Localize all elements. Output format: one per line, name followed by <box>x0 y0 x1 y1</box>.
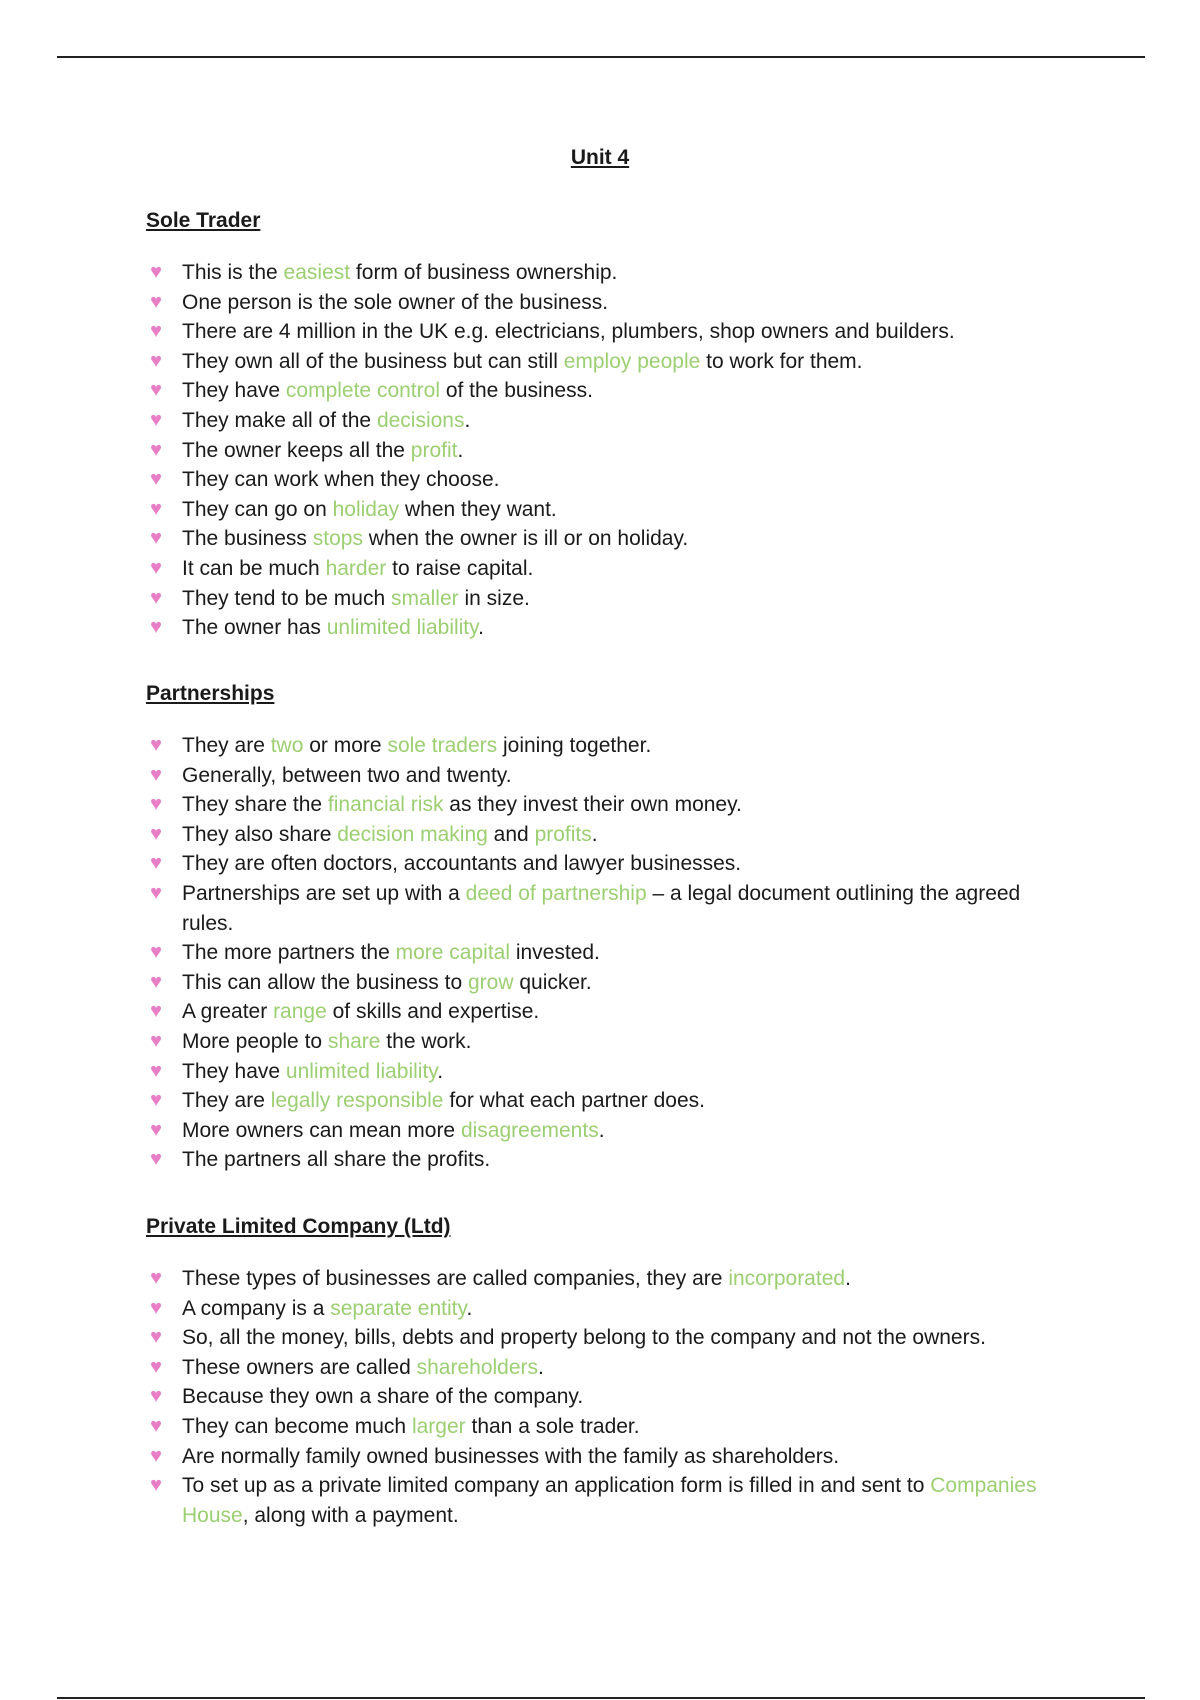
heart-icon: ♥ <box>150 970 162 993</box>
section-private-limited-company <box>146 1214 1066 1530</box>
list-item <box>146 938 1066 968</box>
list-item-text: So, all the money, bills, debts and property belong to the company and not the owners. <box>182 1326 986 1350</box>
highlighted-term: profits <box>534 822 592 846</box>
list-item-text: . <box>845 1267 851 1290</box>
list-item-text: They can become much <box>182 1414 412 1438</box>
list-item <box>146 1057 1066 1087</box>
heart-icon: ♥ <box>150 1148 162 1171</box>
list-item-text: They have <box>182 379 286 403</box>
list-item <box>146 288 1066 318</box>
heart-icon: ♥ <box>150 1355 162 1378</box>
heart-icon: ♥ <box>150 438 162 461</box>
list-item-text: form of business ownership. <box>350 261 618 284</box>
highlighted-term: two <box>270 734 304 757</box>
heart-icon: ♥ <box>150 941 162 964</box>
list-item-text: These types of businesses are called companies, they are <box>182 1267 729 1290</box>
highlighted-term: unlimited liability <box>285 1059 438 1083</box>
list-item-text: . <box>437 1059 444 1083</box>
heart-icon: ♥ <box>150 734 162 756</box>
highlighted-term: share <box>327 1029 381 1053</box>
heart-icon: ♥ <box>150 1414 162 1437</box>
heart-icon: ♥ <box>150 290 162 313</box>
list-item <box>146 1027 1066 1057</box>
list-item-text: Generally, between two and twenty. <box>182 763 512 787</box>
heart-icon: ♥ <box>150 822 162 845</box>
heart-icon: ♥ <box>150 1118 162 1141</box>
list-item-text: Partnerships are set up with a <box>182 881 466 905</box>
heart-icon: ♥ <box>150 320 162 343</box>
list-item <box>146 1116 1066 1146</box>
heart-icon: ♥ <box>150 497 162 520</box>
list-item <box>146 258 1066 288</box>
list-item <box>146 406 1066 436</box>
list-item-text: They have <box>182 1059 286 1083</box>
list-item-text: There are 4 million in the UK e.g. electricians, plumbers, shop owners and builders. <box>182 320 955 344</box>
heart-icon: ♥ <box>150 468 162 491</box>
list-item-text: . <box>478 616 484 640</box>
heart-icon: ♥ <box>150 527 162 550</box>
heart-icon: ♥ <box>150 1296 162 1319</box>
highlighted-term: stops <box>312 527 363 551</box>
section-heading: Partnerships <box>146 682 275 705</box>
highlighted-term: unlimited liability <box>326 616 479 640</box>
highlighted-term: sole traders <box>387 734 498 757</box>
section-partnerships <box>146 681 1066 1175</box>
list-item-text: of the business. <box>439 379 593 403</box>
list-item-text: More people to <box>182 1029 328 1053</box>
list-item <box>146 1412 1066 1442</box>
list-item <box>146 1442 1066 1472</box>
highlighted-term: legally responsible <box>270 1089 444 1113</box>
highlighted-term: more capital <box>395 941 510 965</box>
section-sole-trader <box>146 208 1066 643</box>
list-item <box>146 495 1066 525</box>
list-item <box>146 1264 1066 1294</box>
list-item-text: The more partners the <box>182 941 396 965</box>
list-item-text: . <box>466 1296 473 1320</box>
list-item-text: A company is a <box>182 1296 331 1320</box>
list-item <box>146 968 1066 998</box>
highlighted-term: disagreements <box>460 1118 599 1142</box>
heart-icon: ♥ <box>150 556 162 579</box>
list-item-text: in size. <box>458 586 530 610</box>
list-item-text: Are normally family owned businesses with the family as shareholders. <box>182 1444 840 1468</box>
list-item <box>146 1323 1066 1353</box>
list-item-text: One person is the sole owner of the business. <box>182 290 609 314</box>
heart-icon: ♥ <box>150 1326 162 1349</box>
heart-icon: ♥ <box>150 408 162 431</box>
list-item-text: . <box>591 822 598 846</box>
bullet-list <box>146 258 1066 643</box>
heart-icon: ♥ <box>150 763 162 786</box>
list-item-text: the work. <box>380 1029 472 1053</box>
bullet-list <box>146 1264 1066 1530</box>
list-item-text: More owners can mean more <box>182 1118 461 1142</box>
highlighted-term: Companies House <box>182 1474 1037 1527</box>
list-item-text: They can go on <box>182 497 333 521</box>
list-item-text: to raise capital. <box>386 556 534 580</box>
highlighted-term: easiest <box>283 261 351 284</box>
list-item <box>146 1471 1066 1530</box>
list-item-text: They are <box>182 1089 271 1113</box>
list-item-text: quicker. <box>513 970 592 994</box>
list-item-text: or more <box>303 734 388 757</box>
list-item <box>146 376 1066 406</box>
heart-icon: ♥ <box>150 1385 162 1408</box>
list-item-text: It can be much <box>182 556 326 580</box>
highlighted-term: larger <box>411 1414 466 1438</box>
section-heading: Private Limited Company (Ltd) <box>146 1215 451 1238</box>
list-item-text: – a legal document outlining the agreed rules. <box>182 881 1021 935</box>
list-item-text: , along with a payment. <box>242 1503 459 1527</box>
heart-icon: ♥ <box>150 586 162 609</box>
list-item-text: . <box>457 438 464 462</box>
heart-icon: ♥ <box>150 1059 162 1082</box>
list-item-text: Because they own a share of the company. <box>182 1385 584 1409</box>
bullet-list <box>146 731 1066 1175</box>
heart-icon: ♥ <box>150 261 162 283</box>
list-item <box>146 879 1066 938</box>
list-item-text: A greater <box>182 1000 274 1024</box>
list-item-text: They are <box>182 734 271 757</box>
heart-icon: ♥ <box>150 1000 162 1023</box>
list-item-text: of skills and expertise. <box>326 1000 540 1024</box>
list-item-text: They tend to be much <box>182 586 391 610</box>
list-item-text: . <box>464 408 471 432</box>
list-item-text: To set up as a private limited company an application form is filled in and sent to <box>182 1474 931 1498</box>
list-item-text: and <box>487 822 535 846</box>
heart-icon: ♥ <box>150 349 162 372</box>
highlighted-term: profit <box>410 438 458 462</box>
heart-icon: ♥ <box>150 1267 162 1289</box>
heart-icon: ♥ <box>150 1474 162 1497</box>
list-item <box>146 849 1066 879</box>
list-item <box>146 317 1066 347</box>
list-item <box>146 465 1066 495</box>
list-item <box>146 820 1066 850</box>
highlighted-term: grow <box>467 970 514 994</box>
list-item <box>146 1382 1066 1412</box>
list-item <box>146 584 1066 614</box>
list-item <box>146 347 1066 377</box>
list-item-text: The business <box>182 527 313 551</box>
list-item-text: They share the <box>182 793 328 817</box>
list-item-text: They also share <box>182 822 338 846</box>
list-item-text: The owner keeps all the <box>182 438 411 462</box>
list-item-text: . <box>538 1355 544 1379</box>
list-item <box>146 1294 1066 1324</box>
list-item-text: The partners all share the profits. <box>182 1148 491 1172</box>
list-item-text: They can work when they choose. <box>182 468 500 492</box>
list-item-text: to work for them. <box>700 349 863 373</box>
highlighted-term: separate entity <box>330 1296 467 1320</box>
heart-icon: ♥ <box>150 1089 162 1112</box>
heart-icon: ♥ <box>150 1029 162 1052</box>
list-item <box>146 524 1066 554</box>
highlighted-term: decisions <box>376 408 465 432</box>
list-item <box>146 613 1066 643</box>
list-item-text: for what each partner does. <box>443 1089 705 1113</box>
bottom-rule <box>57 1697 1145 1699</box>
list-item-text: invested. <box>510 941 600 965</box>
highlighted-term: harder <box>325 556 387 580</box>
heart-icon: ♥ <box>150 379 162 402</box>
highlighted-term: complete control <box>285 379 440 403</box>
highlighted-term: holiday <box>332 497 400 521</box>
highlighted-term: employ people <box>563 349 701 373</box>
list-item-text: . <box>598 1118 605 1142</box>
heart-icon: ♥ <box>150 616 162 639</box>
list-item <box>146 554 1066 584</box>
highlighted-term: deed of partnership <box>465 881 647 905</box>
list-item-text: They make all of the <box>182 408 377 432</box>
list-item-text: This is the <box>182 261 284 284</box>
list-item <box>146 1086 1066 1116</box>
list-item-text: when they want. <box>399 497 557 521</box>
heart-icon: ♥ <box>150 852 162 875</box>
list-item-text: These owners are called <box>182 1355 417 1379</box>
top-rule <box>57 56 1145 58</box>
list-item-text: They are often doctors, accountants and lawyer businesses. <box>182 852 742 876</box>
list-item-text: They own all of the business but can still <box>182 349 564 373</box>
list-item <box>146 1353 1066 1383</box>
heart-icon: ♥ <box>150 1444 162 1467</box>
list-item <box>146 790 1066 820</box>
heart-icon: ♥ <box>150 881 162 904</box>
document-title: Unit 4 <box>570 146 630 169</box>
list-item <box>146 436 1066 466</box>
heart-icon: ♥ <box>150 793 162 816</box>
list-item-text: as they invest their own money. <box>443 793 742 817</box>
list-item <box>146 761 1066 791</box>
highlighted-term: financial risk <box>327 793 444 817</box>
highlighted-term: decision making <box>337 822 488 846</box>
highlighted-term: smaller <box>390 586 459 610</box>
list-item-text: when the owner is ill or on holiday. <box>362 527 689 551</box>
list-item-text: joining together. <box>497 734 652 757</box>
list-item-text: The owner has <box>182 616 327 640</box>
list-item <box>146 731 1066 761</box>
section-heading: Sole Trader <box>146 209 261 232</box>
list-item-text: than a sole trader. <box>465 1414 640 1438</box>
list-item-text: This can allow the business to <box>182 970 468 994</box>
list-item <box>146 1145 1066 1175</box>
highlighted-term: range <box>273 1000 327 1024</box>
highlighted-term: incorporated <box>728 1267 846 1290</box>
list-item <box>146 997 1066 1027</box>
highlighted-term: shareholders <box>416 1355 539 1379</box>
